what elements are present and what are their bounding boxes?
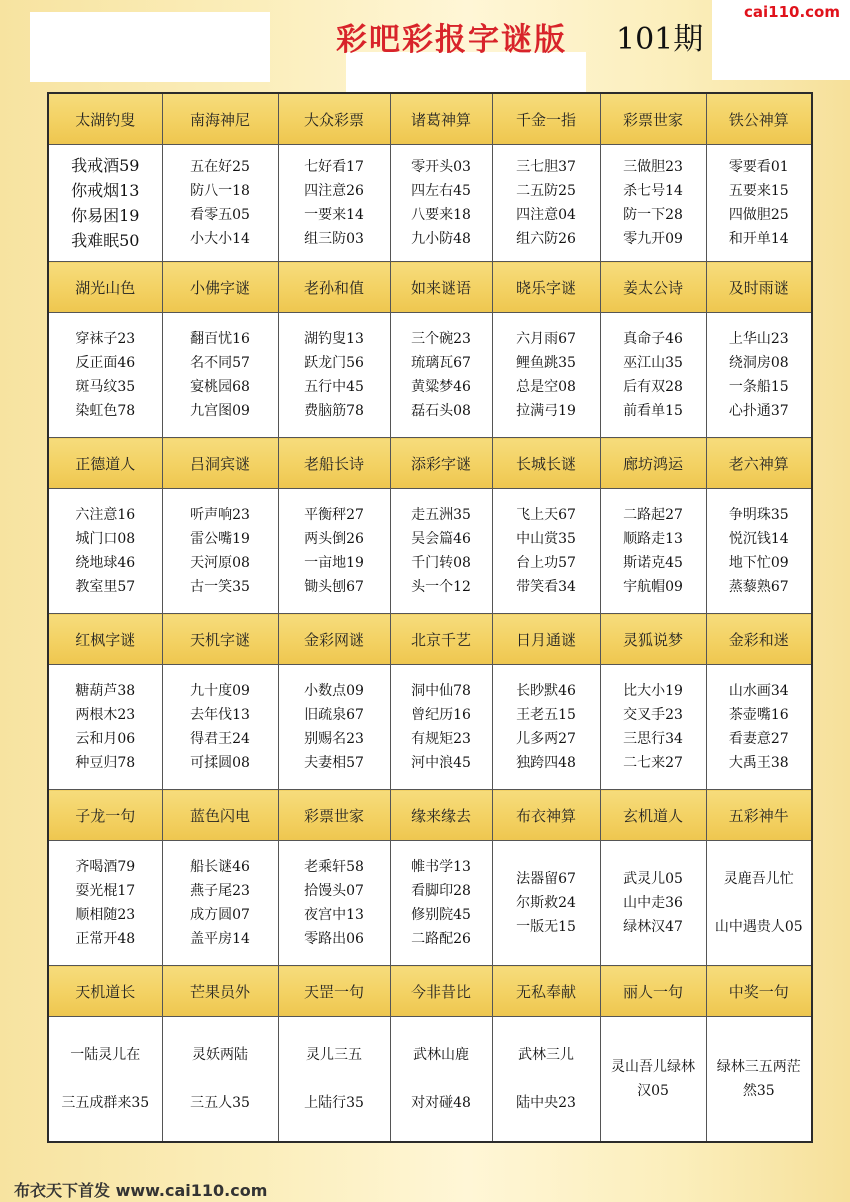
- riddle-line: 大禹王38: [728, 755, 789, 771]
- column-header: 无私奉献: [492, 966, 600, 1017]
- riddle-cell: [48, 145, 162, 262]
- riddle-line: 零九开09: [623, 231, 683, 247]
- riddle-line: 四注意26: [304, 183, 364, 199]
- riddle-line: 山中遇贵人05: [714, 919, 803, 935]
- riddle-line: 听声响23: [190, 507, 250, 523]
- column-header: 中奖一句: [706, 966, 812, 1017]
- riddle-line: 糖葫芦38: [75, 683, 136, 699]
- riddle-line: 天河原08: [190, 555, 250, 571]
- content-row: [48, 489, 812, 614]
- column-header: 今非昔比: [390, 966, 492, 1017]
- riddle-line: 跃龙门56: [304, 355, 364, 371]
- riddle-line: 城门口08: [75, 531, 136, 547]
- content-row: [48, 145, 812, 262]
- riddle-line: 交叉手23: [623, 707, 683, 723]
- riddle-cell: [390, 489, 492, 614]
- column-header: 长城长谜: [492, 438, 600, 489]
- riddle-line: 山中走36: [623, 895, 683, 911]
- riddle-line: 名不同57: [190, 355, 250, 371]
- riddle-cell: [278, 841, 390, 966]
- content-row: [48, 313, 812, 438]
- riddle-line: 后有双28: [623, 379, 683, 395]
- riddle-cell: [600, 145, 706, 262]
- riddle-line: 黄粱梦46: [411, 379, 471, 395]
- column-header: 缘来缘去: [390, 790, 492, 841]
- riddle-line: 一陆灵儿在: [70, 1047, 141, 1063]
- riddle-line: 九十度09: [190, 683, 250, 699]
- riddle-line: 六月雨67: [516, 331, 576, 347]
- riddle-line: 灵妖两陆: [192, 1047, 248, 1063]
- riddle-line: 三五成群来35: [61, 1095, 150, 1111]
- riddle-line: 上陆行35: [304, 1095, 364, 1111]
- column-header: 子龙一句: [48, 790, 162, 841]
- riddle-line: 宇航帽09: [623, 579, 683, 595]
- column-header: 千金一指: [492, 93, 600, 145]
- riddle-line: 修别院45: [411, 907, 471, 923]
- riddle-line: 齐喝酒79: [75, 859, 136, 875]
- riddle-line: 一条船15: [728, 379, 789, 395]
- riddle-line: 组六防26: [516, 231, 576, 247]
- column-header: 廊坊鸿运: [600, 438, 706, 489]
- riddle-cell: [600, 841, 706, 966]
- column-header: 红枫字谜: [48, 614, 162, 665]
- column-header: 诸葛神算: [390, 93, 492, 145]
- riddle-line: 零开头03: [411, 159, 471, 175]
- riddle-line: 成方圆07: [190, 907, 250, 923]
- riddle-line: 有规矩23: [411, 731, 471, 747]
- riddle-cell: [492, 1017, 600, 1143]
- riddle-line: 教室里57: [75, 579, 136, 595]
- riddle-line: 锄头刨67: [304, 579, 364, 595]
- riddle-line: 老乘轩58: [304, 859, 364, 875]
- riddle-line: 七好看17: [304, 159, 364, 175]
- column-header: 老六神算: [706, 438, 812, 489]
- content-row: [48, 841, 812, 966]
- riddle-line: 四左右45: [411, 183, 471, 199]
- riddle-line: 陆中央23: [516, 1095, 576, 1111]
- riddle-line: 可揉圆08: [190, 755, 250, 771]
- content-row: [48, 665, 812, 790]
- riddle-cell: [706, 489, 812, 614]
- riddle-cell: [706, 1017, 812, 1143]
- column-header: 小佛字谜: [162, 262, 278, 313]
- riddle-line: 反正面46: [75, 355, 136, 371]
- riddle-cell: [48, 313, 162, 438]
- riddle-line: 山水画34: [728, 683, 789, 699]
- riddle-line: 三思行34: [623, 731, 683, 747]
- riddle-line: 法器留67: [516, 871, 576, 887]
- column-header: 彩票世家: [278, 790, 390, 841]
- riddle-line: 对对碰48: [411, 1095, 471, 1111]
- spacer: [707, 891, 812, 915]
- column-header: 日月通谜: [492, 614, 600, 665]
- riddle-cell: [600, 489, 706, 614]
- riddle-line: 防八一18: [190, 183, 250, 199]
- riddle-line: 巫江山35: [623, 355, 683, 371]
- riddle-line: 心扑通37: [728, 403, 789, 419]
- column-header: 老孙和值: [278, 262, 390, 313]
- riddle-line: 河中浪45: [411, 755, 471, 771]
- riddle-cell: [600, 665, 706, 790]
- riddle-line: 零路出06: [304, 931, 364, 947]
- header-row: [48, 614, 812, 665]
- riddle-line: 我戒酒59: [71, 156, 140, 175]
- riddle-line: 盖平房14: [190, 931, 250, 947]
- column-header: 天机字谜: [162, 614, 278, 665]
- riddle-line: 旧疏泉67: [304, 707, 364, 723]
- riddle-line: 船长谜46: [190, 859, 250, 875]
- riddle-cell: [48, 665, 162, 790]
- spacer: [391, 1067, 492, 1091]
- spacer: [49, 1067, 162, 1091]
- riddle-line: 儿多两27: [516, 731, 576, 747]
- column-header: 玄机道人: [600, 790, 706, 841]
- riddle-line: 武林山鹿: [413, 1047, 469, 1063]
- riddle-line: 真命子46: [623, 331, 683, 347]
- column-header: 金彩和迷: [706, 614, 812, 665]
- column-header: 湖光山色: [48, 262, 162, 313]
- riddle-line: 拾馒头07: [304, 883, 364, 899]
- riddle-line: 地下忙09: [728, 555, 789, 571]
- riddle-line: 两根木23: [75, 707, 136, 723]
- content-row: [48, 1017, 812, 1143]
- riddle-line: 九小防48: [411, 231, 471, 247]
- riddle-line: 得君王24: [190, 731, 250, 747]
- header-row: [48, 790, 812, 841]
- riddle-cell: [390, 1017, 492, 1143]
- header-row: [48, 262, 812, 313]
- riddle-line: 走五洲35: [411, 507, 471, 523]
- masked-region-left: [30, 12, 270, 82]
- riddle-cell: [492, 313, 600, 438]
- riddle-cell: [48, 1017, 162, 1143]
- riddle-cell: [162, 1017, 278, 1143]
- riddle-line: 三五人35: [190, 1095, 250, 1111]
- riddle-cell: [278, 1017, 390, 1143]
- riddle-line: 正常开48: [75, 931, 136, 947]
- riddle-cell: [390, 145, 492, 262]
- column-header: 老船长诗: [278, 438, 390, 489]
- column-header: 蓝色闪电: [162, 790, 278, 841]
- riddle-line: 一要来14: [304, 207, 364, 223]
- column-header: 太湖钓叟: [48, 93, 162, 145]
- riddle-table: [47, 92, 813, 1143]
- riddle-line: 磊石头08: [411, 403, 471, 419]
- riddle-line: 帷书学13: [411, 859, 471, 875]
- riddle-line: 洞中仙78: [411, 683, 471, 699]
- column-header: 天机道长: [48, 966, 162, 1017]
- riddle-line: 三个碗23: [411, 331, 471, 347]
- riddle-cell: [706, 313, 812, 438]
- riddle-line: 斯诺克45: [623, 555, 683, 571]
- spacer: [163, 1067, 278, 1091]
- riddle-line: 九宫图09: [190, 403, 250, 419]
- column-header: 铁公神算: [706, 93, 812, 145]
- riddle-line: 千门转08: [411, 555, 471, 571]
- riddle-cell: [390, 665, 492, 790]
- spacer: [279, 1067, 390, 1091]
- spacer: [493, 1067, 600, 1091]
- riddle-line: 去年伐13: [190, 707, 250, 723]
- riddle-line: 长眇默46: [516, 683, 576, 699]
- riddle-line: 别赐名23: [304, 731, 364, 747]
- riddle-line: 王老五15: [516, 707, 576, 723]
- riddle-line: 悦沉钱14: [728, 531, 789, 547]
- column-header: 姜太公诗: [600, 262, 706, 313]
- riddle-line: 二七来27: [623, 755, 683, 771]
- riddle-line: 飞上天67: [516, 507, 576, 523]
- riddle-line: 拉满弓19: [516, 403, 576, 419]
- riddle-line: 湖钓叟13: [304, 331, 364, 347]
- riddle-line: 防一下28: [623, 207, 683, 223]
- riddle-line: 我难眠50: [71, 231, 140, 250]
- riddle-cell: [162, 145, 278, 262]
- riddle-line: 雷公嘴19: [190, 531, 250, 547]
- column-header: 彩票世家: [600, 93, 706, 145]
- riddle-line: 中山赏35: [516, 531, 576, 547]
- riddle-line: 武林三儿: [518, 1047, 574, 1063]
- riddle-line: 看零五05: [190, 207, 250, 223]
- riddle-line: 台上功57: [516, 555, 576, 571]
- riddle-line: 四注意04: [516, 207, 576, 223]
- riddle-line: 一版无15: [516, 919, 576, 935]
- riddle-cell: [492, 841, 600, 966]
- riddle-line: 小大小14: [190, 231, 250, 247]
- riddle-cell: [278, 313, 390, 438]
- riddle-line: 尔斯救24: [516, 895, 576, 911]
- riddle-line: 五要来15: [728, 183, 789, 199]
- column-header: 吕洞宾谜: [162, 438, 278, 489]
- riddle-cell: [706, 145, 812, 262]
- riddle-line: 灵山吾儿绿林汉05: [611, 1059, 695, 1099]
- riddle-line: 燕子尾23: [190, 883, 250, 899]
- riddle-cell: [162, 665, 278, 790]
- riddle-line: 前看单15: [623, 403, 683, 419]
- riddle-line: 杀七号14: [623, 183, 683, 199]
- column-header: 布衣神算: [492, 790, 600, 841]
- riddle-line: 五在好25: [190, 159, 250, 175]
- riddle-line: 宴桃园68: [190, 379, 250, 395]
- column-header: 天罡一句: [278, 966, 390, 1017]
- riddle-line: 你戒烟13: [71, 181, 140, 200]
- riddle-line: 耍光棍17: [75, 883, 136, 899]
- riddle-line: 零要看01: [728, 159, 789, 175]
- site-watermark: cai110.com: [744, 3, 840, 21]
- riddle-line: 两头倒26: [304, 531, 364, 547]
- riddle-line: 翻百忧16: [190, 331, 250, 347]
- riddle-cell: [492, 489, 600, 614]
- riddle-line: 琉璃瓦67: [411, 355, 471, 371]
- riddle-cell: [600, 1017, 706, 1143]
- riddle-cell: [278, 489, 390, 614]
- riddle-line: 头一个12: [411, 579, 471, 595]
- column-header: 五彩神牛: [706, 790, 812, 841]
- riddle-line: 独跨四48: [516, 755, 576, 771]
- column-header: 晓乐字谜: [492, 262, 600, 313]
- header-row: [48, 966, 812, 1017]
- riddle-line: 组三防03: [304, 231, 364, 247]
- riddle-line: 武灵儿05: [623, 871, 683, 887]
- column-header: 及时雨谜: [706, 262, 812, 313]
- riddle-cell: [390, 841, 492, 966]
- riddle-line: 蒸藜熟67: [728, 579, 789, 595]
- riddle-line: 吴会篇46: [411, 531, 471, 547]
- riddle-line: 六注意16: [75, 507, 136, 523]
- riddle-line: 三七胆37: [516, 159, 576, 175]
- riddle-line: 斑马纹35: [75, 379, 136, 395]
- riddle-line: 比大小19: [623, 683, 683, 699]
- riddle-line: 上华山23: [728, 331, 789, 347]
- riddle-line: 费脑筋78: [304, 403, 364, 419]
- column-header: 南海神尼: [162, 93, 278, 145]
- riddle-cell: [162, 313, 278, 438]
- riddle-line: 种豆归78: [75, 755, 136, 771]
- riddle-cell: [278, 665, 390, 790]
- riddle-line: 一亩地19: [304, 555, 364, 571]
- riddle-cell: [390, 313, 492, 438]
- riddle-line: 灵鹿吾儿忙: [723, 871, 794, 887]
- riddle-line: 二路起27: [623, 507, 683, 523]
- column-header: 芒果员外: [162, 966, 278, 1017]
- riddle-cell: [492, 145, 600, 262]
- riddle-line: 和开单14: [728, 231, 789, 247]
- riddle-line: 小数点09: [304, 683, 364, 699]
- header-row: [48, 438, 812, 489]
- riddle-line: 绿林汉47: [623, 919, 683, 935]
- riddle-line: 古一笑35: [190, 579, 250, 595]
- riddle-line: 夜宫中13: [304, 907, 364, 923]
- riddle-line: 绿林三五两茫然35: [716, 1059, 801, 1099]
- riddle-cell: [278, 145, 390, 262]
- column-header: 灵狐说梦: [600, 614, 706, 665]
- column-header: 正德道人: [48, 438, 162, 489]
- column-header: 北京千艺: [390, 614, 492, 665]
- column-header: 添彩字谜: [390, 438, 492, 489]
- riddle-cell: [48, 489, 162, 614]
- riddle-line: 带笑看34: [516, 579, 576, 595]
- riddle-cell: [706, 841, 812, 966]
- riddle-line: 曾纪历16: [411, 707, 471, 723]
- column-header: 如来谜语: [390, 262, 492, 313]
- page-title: 彩吧彩报字谜版: [336, 22, 567, 58]
- footer-credit: 布衣天下首发 www.cai110.com: [14, 1181, 268, 1200]
- riddle-line: 八要来18: [411, 207, 471, 223]
- riddle-line: 穿袜子23: [75, 331, 136, 347]
- riddle-line: 五行中45: [304, 379, 364, 395]
- riddle-line: 争明珠35: [728, 507, 789, 523]
- riddle-line: 茶壶嘴16: [728, 707, 789, 723]
- riddle-line: 夫妻相57: [304, 755, 364, 771]
- riddle-line: 顺相随23: [75, 907, 136, 923]
- riddle-cell: [492, 665, 600, 790]
- column-header: 丽人一句: [600, 966, 706, 1017]
- riddle-line: 云和月06: [75, 731, 136, 747]
- riddle-line: 染虹色78: [75, 403, 136, 419]
- riddle-line: 灵儿三五: [306, 1047, 362, 1063]
- column-header: 金彩网谜: [278, 614, 390, 665]
- riddle-cell: [600, 313, 706, 438]
- riddle-line: 看脚印28: [411, 883, 471, 899]
- riddle-line: 看妻意27: [728, 731, 789, 747]
- riddle-line: 绕洞房08: [728, 355, 789, 371]
- riddle-line: 你易困19: [71, 206, 140, 225]
- riddle-line: 二五防25: [516, 183, 576, 199]
- riddle-cell: [162, 841, 278, 966]
- header-row: [48, 93, 812, 145]
- riddle-line: 鲤鱼跳35: [516, 355, 576, 371]
- riddle-line: 顺路走13: [623, 531, 683, 547]
- riddle-line: 二路配26: [411, 931, 471, 947]
- riddle-line: 平衡秤27: [304, 507, 364, 523]
- riddle-line: 总是空08: [516, 379, 576, 395]
- issue-number: 101期: [616, 22, 704, 57]
- riddle-line: 三做胆23: [623, 159, 683, 175]
- riddle-line: 绕地球46: [75, 555, 136, 571]
- riddle-line: 四做胆25: [728, 207, 789, 223]
- column-header: 大众彩票: [278, 93, 390, 145]
- riddle-cell: [162, 489, 278, 614]
- riddle-cell: [706, 665, 812, 790]
- riddle-cell: [48, 841, 162, 966]
